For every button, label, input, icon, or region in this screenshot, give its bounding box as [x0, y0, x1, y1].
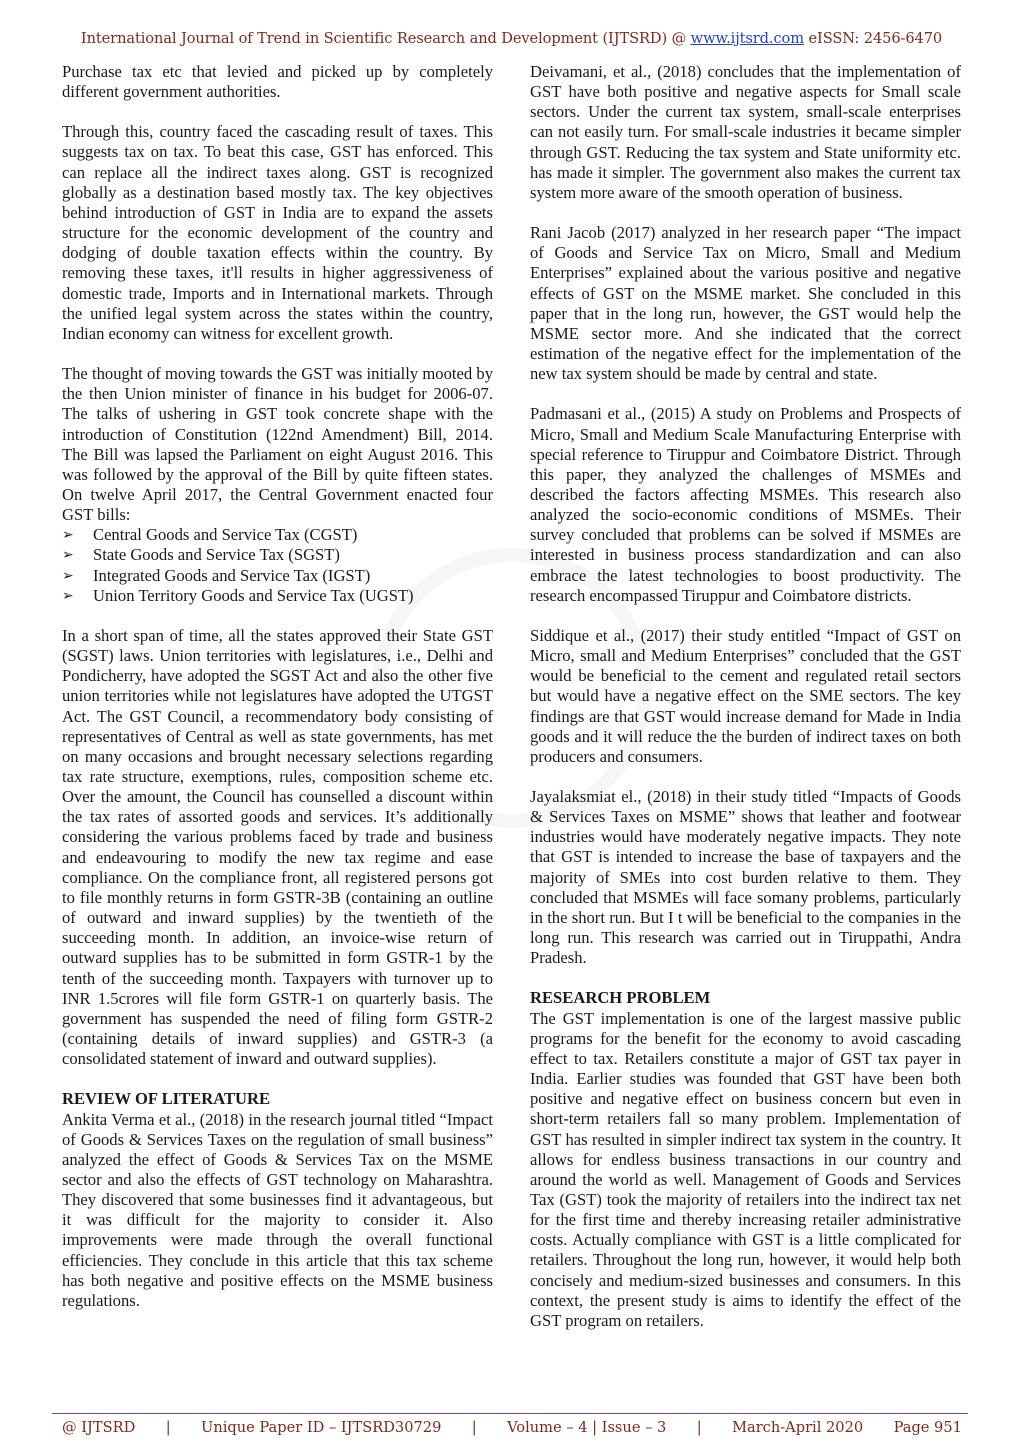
paragraph: Padmasani et al., (2015) A study on Problems and Prospects of Micro, Small and Medium Scale Manufacturing Enterprise with special reference to Tiruppur and Coimbatore District. Through this paper, they analyzed the challenges of MSMEs and described the factors affecting MSMEs. This research also analyzed the socio-economic conditions of MSMEs. Their survey concluded that problems can be solved if MSMEs are interested in business process standardization and can also embrace the latest technologies to boost productivity. The research encompassed Tiruppur and Coimbatore districts.	[530, 404, 961, 605]
arrow-bullet-icon: ➢	[62, 587, 74, 604]
list-item	[62, 525, 493, 545]
footer-separator: |	[696, 1419, 702, 1436]
journal-url-link[interactable]: www.ijtsrd.com	[690, 30, 804, 47]
paragraph: Jayalaksmiat el., (2018) in their study titled “Impacts of Goods & Services Taxes on MSME” shows that leather and footwear industries would have moderately negative impacts. They note that GST is intended to increase the base of taxpayers and the majority of SMEs into cost burden relative to them. They concluded that MSMEs will face somany problems, particularly in the short run. But I t will be beneficial to the companies in the long run. This research was carried out in Tiruppathi, Andra Pradesh.	[530, 787, 961, 968]
paragraph: Rani Jacob (2017) analyzed in her research paper “The impact of Goods and Service Tax on Micro, Small and Medium Enterprises” explained about the various positive and negative effects of GST on the MSME market. She concluded in this paper that in the long run, however, the GST would help the MSME sector more. And she indicated that the correct estimation of the negative effect for the implementation of the new tax system should be made by central and state.	[530, 223, 961, 384]
journal-name: International Journal of Trend in Scientific Research and Development (IJTSRD) @	[80, 30, 687, 47]
footer-separator: |	[165, 1419, 171, 1436]
footer-page-number: Page 951	[893, 1419, 962, 1436]
footer-divider	[52, 1413, 968, 1414]
list-item	[62, 545, 493, 565]
left-column	[62, 62, 493, 1331]
section-heading-review: REVIEW OF LITERATURE	[62, 1089, 271, 1109]
running-header	[0, 30, 1023, 47]
list-item	[62, 586, 493, 606]
issn: eISSN: 2456-6470	[808, 30, 943, 47]
list-item-text: State Goods and Service Tax (SGST)	[93, 545, 340, 565]
paragraph: Purchase tax etc that levied and picked up by completely different government authorities.	[62, 62, 493, 102]
footer-paper-id: Unique Paper ID – IJTSRD30729	[201, 1419, 442, 1436]
arrow-bullet-icon: ➢	[62, 567, 74, 584]
list-item	[62, 566, 493, 586]
paragraph: The thought of moving towards the GST was initially mooted by the then Union minister of finance in his budget for 2006-07. The talks of ushering in GST took concrete shape with the introduction of Constitution (122nd Amendment) Bill, 2014. The Bill was lapsed the Parliament on eight August 2016. This was followed by the approval of the Bill by quite fifteen states. On twelve April 2017, the Central Government enacted four GST bills:	[62, 364, 493, 525]
paragraph: The GST implementation is one of the largest massive public programs for the benefit for the economy to avoid cascading effect to tax. Retailers constitute a major of GST tax payer in India. Earlier studies was founded that GST have been both positive and negative effect on business concern but even in short-term retailers fall so many problem. Implementation of GST has resulted in simpler indirect tax system in the country. It allows for endless business transactions in our country and around the world as well. Management of Goods and Services Tax (GST) took the majority of retailers into the indirect tax net for the first time and thereby increasing retailer administrative costs. Actually compliance with GST is a little complicated for retailers. Throughout the long run, however, it would help both concisely and medium-sized businesses and consumers. In this context, the present study is aims to identify the effect of the GST program on retailers.	[530, 1008, 961, 1330]
footer-volume-issue: Volume – 4 | Issue – 3	[507, 1419, 667, 1436]
list-item-text: Integrated Goods and Service Tax (IGST)	[93, 565, 371, 585]
right-column	[530, 62, 961, 1351]
footer-date: March-April 2020	[732, 1419, 864, 1436]
paragraph: Through this, country faced the cascading result of taxes. This suggests tax on tax. To beat this case, GST has enforced. This can replace all the indirect taxes along. GST is recognized globally as a destination based mostly tax. The key objectives behind introduction of GST in India are to expand the assets structure for the economic development of the country and dodging of double taxation effects within the country. By removing these taxes, it'll results in higher aggressiveness of domestic trade, Imports and in International markets. Through the unified legal system across the states within the country, Indian economy can witness for excellent growth.	[62, 122, 493, 343]
footer-brand: @ IJTSRD	[62, 1419, 136, 1436]
footer-separator: |	[471, 1419, 477, 1436]
running-footer	[62, 1419, 962, 1436]
list-item-text: Central Goods and Service Tax (CGST)	[93, 525, 358, 545]
paragraph: In a short span of time, all the states approved their State GST (SGST) laws. Union territories with legislatures, i.e., Delhi and Pondicherry, have adopted the SGST Act and also the other five union territories while not legislatures have adopted the UTGST Act. The GST Council, a recommendatory body consisting of representatives of Central as well as state governments, has met on many occasions and brought necessary selections regarding tax rate structure, exemptions, rules, composition scheme etc. Over the amount, the Council has counselled a discount within the tax rates of assorted goods and services. It’s additionally considering the various problems faced by trade and business and endeavouring to modify the new tax regime and ease compliance. On the compliance front, all registered persons got to file monthly returns in form GSTR-3B (containing an outline of outward and inward supplies) by the twentieth of the succeeding month. In addition, an invoice-wise return of outward supplies has to be submitted in form GSTR-1 by the tenth of the succeeding month. Taxpayers with turnover up to INR 1.5crores will file form GSTR-1 on quarterly basis. The government has suspended the need of filing form GSTR-2 (containing details of inward supplies) and GSTR-3 (a consolidated statement of inward and outward supplies).	[62, 625, 493, 1069]
section-heading-research-problem: RESEARCH PROBLEM	[530, 988, 711, 1008]
paragraph: Siddique et al., (2017) their study entitled “Impact of GST on Micro, small and Medium Enterprises” concluded that the GST would be beneficial to the cement and regulated retail sectors but would have a negative effect on the SME sectors. The key findings are that GST would increase demand for Made in India goods and it will reduce the the burden of indirect taxes on both producers and consumers.	[530, 625, 961, 766]
paragraph: Ankita Verma et al., (2018) in the research journal titled “Impact of Goods & Services Taxes on the regulation of small business” analyzed the effect of Goods & Services Tax on the MSME sector and also the effects of GST technology on Maharashtra. They discovered that some businesses find it advantageous, but it was difficult for the majority to consider it. Also improvements were made through the overall functional efficiencies. They conclude in this article that this tax scheme has both negative and positive effects on the MSME business regulations.	[62, 1109, 493, 1310]
gst-bills-list	[62, 525, 493, 606]
list-item-text: Union Territory Goods and Service Tax (UGST)	[93, 585, 414, 605]
arrow-bullet-icon: ➢	[62, 527, 74, 544]
paragraph: Deivamani, et al., (2018) concludes that the implementation of GST have both positive and negative aspects for Small scale sectors. Under the current tax system, small-scale enterprises can not easily turn. For small-scale industries it became simpler through GST. Reducing the tax system and State uniformity etc. has made it simpler. The government also makes the current tax system more aware of the smooth operation of business.	[530, 62, 961, 202]
arrow-bullet-icon: ➢	[62, 547, 74, 564]
